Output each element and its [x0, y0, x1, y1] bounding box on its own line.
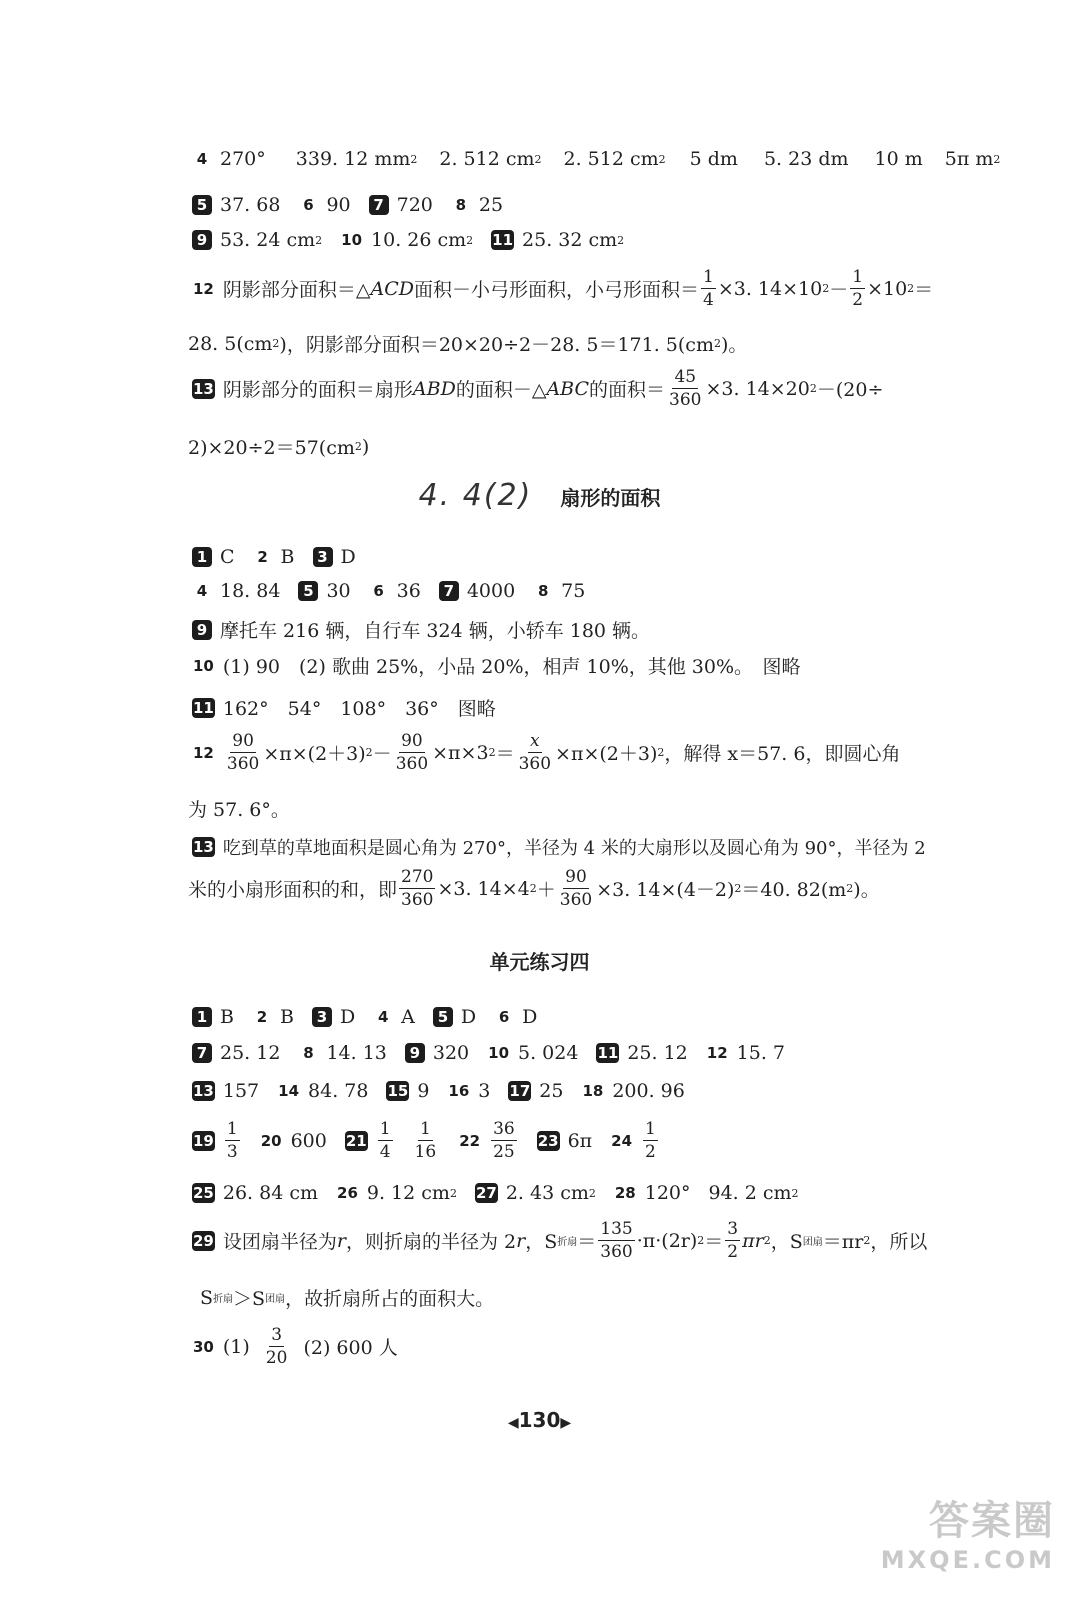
answer-value: 5. 024 [518, 1042, 579, 1064]
answer-text: ＝ [577, 1231, 597, 1253]
answer-value: 36 [396, 580, 421, 602]
answer-value: D [340, 546, 356, 568]
answer-text: ×3. 14×20 [705, 377, 810, 400]
answer-item [192, 229, 322, 251]
answer-item [487, 1042, 578, 1064]
answer-item [405, 1042, 469, 1064]
question-number: 22 [459, 1131, 481, 1150]
question-9 [192, 616, 650, 643]
answer-text: ＞S [233, 1288, 266, 1310]
answer-text: ACD [370, 277, 414, 300]
question-number: 23 [537, 1131, 559, 1150]
question-number: 12 [193, 743, 214, 762]
answer-item [491, 229, 624, 251]
question-number: 13 [193, 379, 214, 398]
answer-value: 53. 24 cm [220, 229, 316, 251]
section-heading [0, 478, 1079, 513]
answer-row [192, 1118, 678, 1163]
answer-value: B [279, 1006, 294, 1028]
fraction: $\frac{45}{360}$ [669, 367, 702, 410]
subscript: 团扇 [802, 1237, 823, 1248]
question-11 [192, 694, 496, 721]
answer-text: ×3. 14×4 [437, 877, 530, 900]
question-number: 11 [492, 231, 514, 249]
answer-value: 3 [478, 1080, 491, 1102]
answer-value: D [339, 1006, 356, 1028]
answer-item [533, 580, 585, 602]
answer-item [581, 1080, 684, 1102]
answer-text: )。 [720, 334, 748, 356]
question-number: 9 [405, 1043, 425, 1063]
answer-row [192, 1080, 703, 1102]
answer-item [451, 194, 503, 216]
answer-text: ABC [546, 377, 590, 400]
answer-value: 2. 512 cm [563, 148, 659, 170]
question-number: 2 [257, 548, 268, 566]
answer-value: 600 [290, 1129, 327, 1152]
page-number [0, 1408, 1079, 1432]
answer-text: ，S [770, 1231, 803, 1253]
question-30 [192, 1324, 398, 1369]
question-number: 9 [192, 230, 212, 250]
answer-row [192, 194, 521, 216]
question-number: 20 [260, 1131, 282, 1150]
answer-value: 157 [222, 1080, 260, 1102]
fraction: $\frac{135}{360}$ [600, 1219, 633, 1262]
answer-text: ×10 [867, 277, 908, 300]
answer-text: 吃到草的草地面积是圆心角为 270°，半径为 4 米的大扇形以及圆心角为 90°，半径为 2 [222, 838, 926, 859]
subscript: 团扇 [265, 1294, 286, 1305]
answer-text: ＋ [536, 879, 556, 901]
question-number: 8 [303, 1044, 314, 1062]
answer-value: 10 m [874, 148, 923, 170]
answer-row [192, 580, 603, 602]
answer-value: 320 [432, 1042, 470, 1064]
answer-text: 阴影部分的面积＝扇形 [222, 379, 413, 401]
subscript: 折扇 [213, 1294, 234, 1305]
answer-value: 25 [539, 1080, 564, 1102]
answer-text: 摩托车 216 辆，自行车 324 辆，小轿车 180 辆。 [220, 620, 651, 642]
question-number: 13 [193, 1082, 214, 1100]
question-number: 5 [298, 581, 318, 601]
answer-item [312, 1006, 355, 1028]
answer-item [433, 1006, 476, 1028]
fraction: $\frac{90}{360}$ [395, 731, 429, 774]
answer-item [298, 580, 350, 602]
question-number: 6 [303, 196, 314, 214]
section-title: 扇形的面积 [560, 486, 661, 510]
superscript: 2 [315, 233, 323, 247]
question-number: 12 [706, 1044, 728, 1062]
question-12-line2: 28. 5(cm 2 )，阴影部分面积＝20×20÷2－28. 5＝171. 5(cm 2 )。 [188, 330, 1009, 357]
answer-text: ，所以 [870, 1231, 928, 1253]
answer-item [252, 1006, 294, 1028]
question-number: 14 [278, 1082, 300, 1100]
answer-value: 26. 84 cm [222, 1182, 319, 1204]
answer-row [192, 1006, 555, 1028]
answer-row [192, 546, 374, 568]
answer-text: ) [361, 435, 370, 458]
question-number: 1 [192, 1007, 212, 1027]
superscript: 2 [658, 152, 666, 166]
answer-text: )。 [853, 879, 880, 901]
answer-text: ×π×3 [432, 741, 489, 764]
answer-value: B [220, 1006, 234, 1028]
question-29-line2 [200, 1284, 1009, 1311]
answer-value: C [220, 546, 235, 568]
question-13-line2: 2)×20÷2＝57(cm 2 ) [188, 433, 1009, 460]
fraction: $\frac{90}{360}$ [559, 867, 593, 910]
answer-row [192, 1042, 803, 1064]
page-number-text: 130 [518, 1408, 561, 1432]
answer-item [386, 1080, 429, 1102]
question-number: 10 [193, 656, 214, 675]
superscript: 2 [466, 233, 474, 247]
answer-value: 720 [396, 194, 433, 216]
answer-item [192, 580, 280, 602]
answer-value: 75 [561, 580, 586, 602]
question-number: 8 [455, 196, 467, 214]
answer-value: 10. 26 cm [371, 229, 467, 251]
answer-text: 设团扇半径为 [222, 1231, 337, 1253]
answer-value: 120° [644, 1182, 691, 1204]
answer-text: r [336, 1229, 346, 1252]
answer-value: 4000 [466, 580, 516, 602]
question-13-line2: 米的小扇形面积的和，即 $\frac{270}{360}$ ×3. 14×4 2 ＋ $\frac{90}{360}$ ×3. 14×(4－2) 2 ＝40. 82(m 2 )。 [188, 867, 880, 910]
answer-value: 9 [417, 1080, 430, 1102]
answer-text: ＝πr [822, 1231, 864, 1253]
answer-item [192, 1042, 280, 1064]
fraction: $\frac{1}{16}$ [414, 1119, 437, 1162]
question-number: 21 [345, 1131, 367, 1150]
question-number: 1 [192, 547, 212, 567]
answer-item [596, 1042, 687, 1064]
answer-text: 面积－小弓形面积，小弓形面积＝ [414, 279, 700, 301]
question-number: 7 [369, 195, 389, 215]
question-12-line2 [188, 795, 1009, 822]
question-number: 4 [196, 150, 208, 168]
question-10 [192, 652, 801, 679]
answer-item [277, 1080, 368, 1102]
answer-item [192, 546, 235, 568]
question-number: 7 [439, 581, 459, 601]
answer-text: ×3. 14×(4－2) [596, 879, 735, 901]
answer-value: 200. 96 [612, 1080, 685, 1102]
answer-item [313, 546, 356, 568]
answer-text: － [829, 279, 849, 301]
answer-value: 30 [326, 580, 351, 602]
answer-value: 37. 68 [220, 194, 281, 216]
section-title: 单元练习四 [489, 950, 590, 974]
fraction: $\frac{3}{2}$ [727, 1219, 739, 1262]
question-13-line1 [192, 834, 1009, 860]
question-number: 28 [614, 1184, 636, 1202]
answer-value: 5. 23 dm [763, 148, 849, 170]
answer-text: S [200, 1286, 214, 1309]
answer-text: πr [742, 1229, 764, 1252]
question-number: 9 [192, 620, 212, 640]
answer-text: ，故折扇所占的面积大。 [285, 1288, 495, 1310]
question-number: 17 [509, 1082, 531, 1100]
question-number: 24 [611, 1131, 633, 1150]
superscript: 2 [993, 152, 1001, 166]
answer-text: ·π·(2r) [636, 1229, 698, 1252]
subscript: 折扇 [557, 1237, 578, 1248]
superscript: 2 [534, 152, 542, 166]
answer-text: 为 57. 6°。 [188, 799, 290, 821]
answer-text: ，解得 x＝57. 6，即圆心角 [664, 743, 901, 765]
question-number: 5 [433, 1007, 453, 1027]
answer-row: 25 26. 84 cm 26 9. 12 cm 2 27 2. 43 cm 2 28 120° 94. 2 cm 2 [193, 1182, 799, 1204]
answer-text: ×3. 14×10 [717, 277, 823, 300]
question-number: 11 [193, 698, 214, 717]
answer-value: 5π m [944, 148, 994, 170]
question-number: 25 [193, 1184, 214, 1202]
question-number: 10 [488, 1044, 510, 1062]
answer-item [447, 1080, 490, 1102]
question-number: 30 [193, 1337, 214, 1356]
question-number: 27 [475, 1184, 497, 1202]
answer-item [373, 1006, 415, 1028]
answer-item [253, 546, 295, 568]
question-13-line1: 13 阴影部分的面积＝扇形 ABD 的面积－△ ABC 的面积＝ $\frac{45}{360}$ ×3. 14×20 2 －(20÷ [193, 367, 884, 410]
question-number: 4 [196, 582, 208, 600]
answer-text: － [372, 743, 392, 765]
left-triangle-icon: ◀ [507, 1415, 519, 1431]
answer-text: －(20÷ [816, 379, 884, 401]
section-heading [0, 946, 1079, 975]
fraction: $\frac{1}{4}$ [703, 267, 714, 310]
answer-text: (1) 90 (2) 歌曲 25%，小品 20%，相声 10%，其他 30%。 图略 [222, 656, 801, 678]
answer-text: 米的小扇形面积的和，即 [188, 879, 398, 901]
question-number: 16 [448, 1082, 470, 1100]
answer-value: 6π [567, 1129, 593, 1152]
answer-value: D [460, 1006, 477, 1028]
answer-value: 84. 78 [308, 1080, 369, 1102]
answer-value: 25 [478, 194, 504, 216]
answer-text: r [516, 1229, 526, 1252]
answer-text: ＝ [704, 1231, 724, 1253]
question-number: 29 [193, 1231, 214, 1250]
fraction: $\frac{36}{25}$ [493, 1119, 515, 1162]
question-number: 3 [313, 547, 333, 567]
question-12-line1: 12 $\frac{90}{360}$ ×π×(2＋3) 2 － $\frac{90}{360}$ ×π×3 2 ＝ $\frac{x}{360}$ ×π×(2＋3) 2 ，解得 x＝57. 6，即圆心角 [193, 731, 901, 774]
question-number: 15 [387, 1082, 409, 1100]
answer-item [369, 194, 433, 216]
superscript: 2 [410, 152, 418, 166]
answer-text: (1) [222, 1335, 250, 1358]
answer-row [192, 148, 1000, 170]
answer-text: 阴影部分面积＝△ [222, 279, 371, 301]
answer-text: ABD [412, 377, 456, 400]
question-number: 18 [582, 1082, 604, 1100]
answer-text: 162° 54° 108° 36° 图略 [222, 698, 496, 720]
answer-value: A [401, 1006, 415, 1028]
answer-item [298, 194, 350, 216]
fraction: $\frac{90}{360}$ [226, 731, 260, 774]
answer-text: 28. 5(cm [188, 332, 273, 355]
answer-item [192, 194, 280, 216]
answer-text: )，阴影部分面积＝20×20÷2－28. 5＝171. 5(cm [279, 334, 714, 356]
answer-text: (2) 600 人 [303, 1337, 398, 1359]
answer-item [369, 580, 421, 602]
fraction: $\frac{270}{360}$ [401, 867, 434, 910]
answer-text: ×π×(2＋3) [263, 743, 366, 765]
question-number: 8 [537, 582, 549, 600]
fraction: $\frac{x}{360}$ [518, 731, 552, 774]
watermark [881, 1489, 1055, 1574]
question-number: 5 [192, 195, 212, 215]
answer-value: 270° [220, 148, 266, 170]
fraction: $\frac{1}{4}$ [379, 1119, 391, 1162]
answer-value: 9. 12 cm [366, 1182, 450, 1204]
answer-value: 90 [326, 194, 351, 216]
answer-value: 5 dm [689, 148, 738, 170]
question-29-line1: 29 设团扇半径为 r ，则折扇的半径为 2 r ，S 折扇 ＝ $\frac{135}{360}$ ·π·(2r) 2 ＝ $\frac{3}{2}$ πr 2 ，S 团扇 ＝πr 2 ，所以 [193, 1219, 928, 1262]
answer-value: 15. 7 [736, 1042, 785, 1064]
question-number: 2 [256, 1008, 268, 1026]
answer-text: ×π×(2＋3) [555, 743, 658, 765]
answer-text: ，则折扇的半径为 2 [345, 1231, 517, 1253]
answer-item [508, 1080, 563, 1102]
question-12-line1: 12 阴影部分面积＝△ ACD 面积－小弓形面积，小弓形面积＝ $\frac{1}{4}$ ×3. 14×10 2 － $\frac{1}{2}$ ×10 2 ＝ [193, 267, 934, 310]
right-triangle-icon: ▶ [560, 1415, 572, 1431]
answer-value: 2. 43 cm [505, 1182, 589, 1204]
superscript: 2 [617, 233, 625, 247]
answer-value: 339. 12 mm [295, 148, 411, 170]
question-number: 12 [193, 279, 214, 298]
answer-row [192, 229, 642, 251]
question-number: 7 [192, 1043, 212, 1063]
answer-text: 2)×20÷2＝57(cm [188, 437, 355, 459]
answer-item [494, 1006, 537, 1028]
question-number: 4 [377, 1008, 389, 1026]
answer-value: B [280, 546, 295, 568]
fraction: $\frac{1}{3}$ [226, 1119, 238, 1162]
answer-item [192, 1080, 259, 1102]
answer-item [706, 1042, 785, 1064]
answer-value: 2. 512 cm [439, 148, 535, 170]
watermark-logo: 答案圈 [929, 1498, 1055, 1544]
question-number: 26 [337, 1184, 358, 1202]
answer-text: ＝ [495, 743, 515, 765]
fraction: $\frac{1}{2}$ [852, 267, 864, 310]
question-number: 19 [193, 1131, 214, 1150]
watermark-url: MXQE.COM [880, 1546, 1055, 1574]
answer-value: D [522, 1006, 538, 1028]
question-number: 11 [597, 1044, 619, 1062]
answer-item [340, 229, 473, 251]
answer-item [192, 1006, 234, 1028]
question-number: 6 [498, 1008, 510, 1026]
answer-text: ，S [525, 1231, 558, 1253]
answer-value: 14. 13 [326, 1042, 387, 1064]
answer-text: 的面积＝ [589, 379, 666, 401]
question-number: 6 [373, 582, 384, 600]
answer-text: ＝ [914, 279, 934, 301]
answer-value: 18. 84 [220, 580, 281, 602]
fraction: $\frac{1}{2}$ [645, 1119, 656, 1162]
section-number: 4. 4(2) [418, 478, 533, 513]
answer-value: 25. 12 [220, 1042, 281, 1064]
answer-text: ＝40. 82(m [741, 879, 847, 901]
question-number: 3 [312, 1007, 332, 1027]
answer-item [439, 580, 515, 602]
answer-value: 25. 12 [627, 1042, 688, 1064]
answer-text: 的面积－△ [455, 379, 547, 401]
answer-value: 25. 32 cm [522, 229, 618, 251]
fraction: $\frac{3}{20}$ [265, 1325, 288, 1368]
question-number: 13 [193, 838, 214, 856]
answer-value: 94. 2 cm [708, 1182, 792, 1204]
question-number: 10 [341, 231, 363, 249]
answer-item [298, 1042, 386, 1064]
